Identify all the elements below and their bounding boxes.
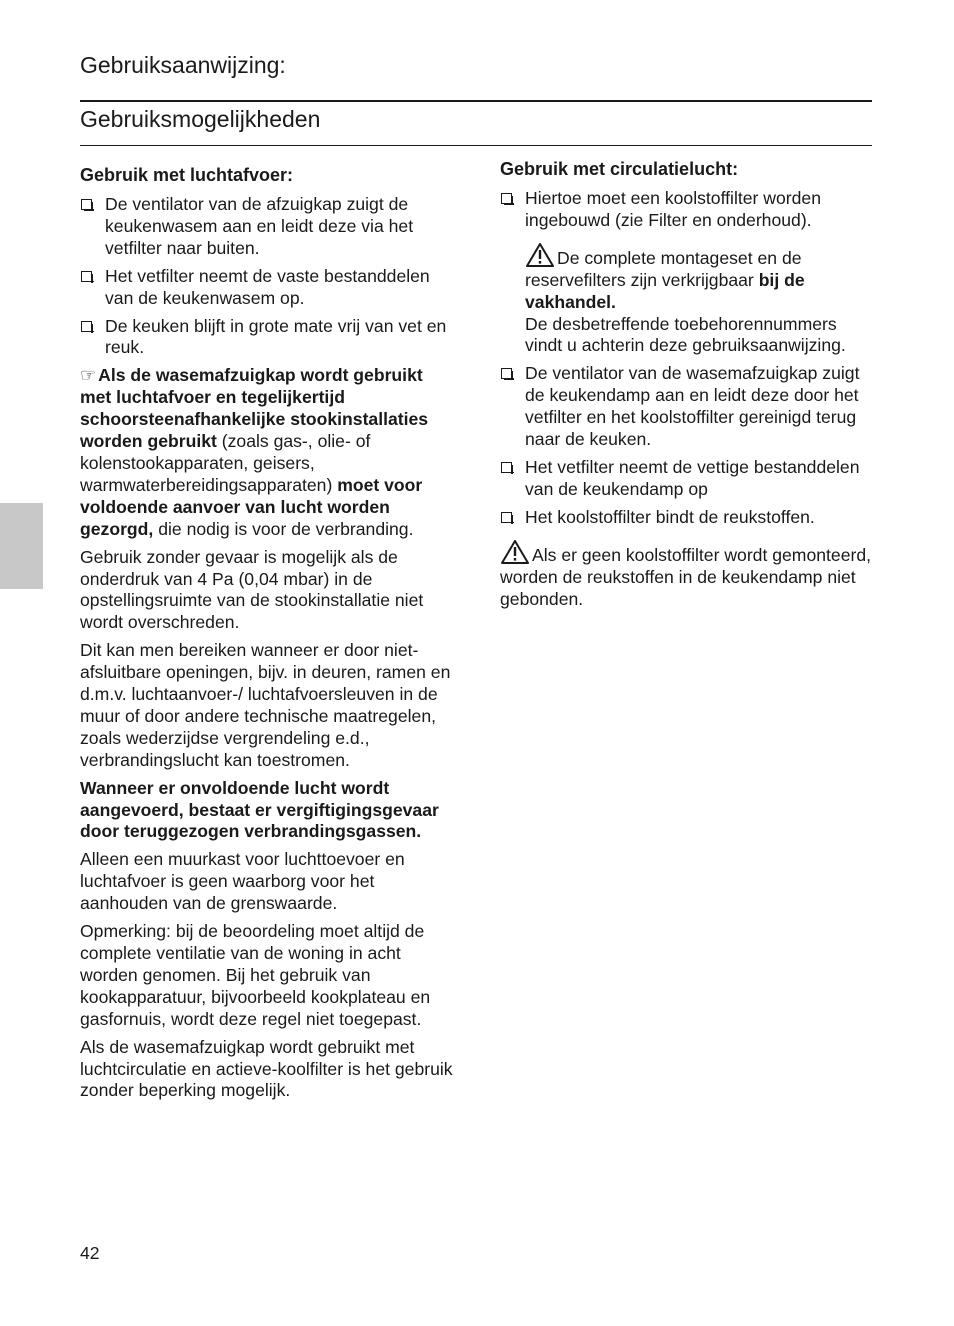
- paragraph: Opmerking: bij de beoordeling moet altijd de complete ventilatie van de woning in acht worden genomen. Bij het gebruik van kookapparatuur, bijvoorbeeld kookplateau en gasfornuis, wordt deze regel niet toegepast.: [80, 921, 431, 1029]
- paragraph: Alleen een muurkast voor luchttoevoer en luchtafvoer is geen waarborg voor het aanhouden van de grenswaarde.: [80, 849, 405, 914]
- poisoning-warning: Wanneer er onvoldoende lucht wordt aangevoerd, bestaat er vergiftigingsgevaar door teruggezogen verbrandingsgassen.: [80, 777, 439, 842]
- list-item: De ventilator van de afzuigkap zuigt de keukenwasem aan en leidt deze via het vetfilter naar buiten.: [80, 194, 455, 260]
- section-title: Gebruiksmogelijkheden: [80, 106, 321, 132]
- checkbox-bullet-icon: [501, 462, 512, 473]
- section-rule: [80, 145, 872, 146]
- recirculation-checklist: [500, 363, 875, 528]
- list-item: Hiertoe moet een koolstoffilter worden ingebouwd (zie Filter en onderhoud).: [500, 188, 875, 232]
- list-item: De ventilator van de wasemafzuigkap zuigt de keukendamp aan en leidt deze door het vetfilter en het koolstoffilter gereinigd terug naar de keuken.: [500, 363, 875, 451]
- checkbox-bullet-icon: [501, 512, 512, 523]
- paragraph: Dit kan men bereiken wanneer er door niet-afsluitbare openingen, bijv. in deuren, ramen en d.m.v. luchtaanvoer-/ luchtafvoersleuven in de muur of door andere technische maatregelen, zoals wederzijdse vergrendeling e.d., verbrandingslucht kan toestromen.: [80, 640, 451, 770]
- side-tab-marker: [0, 503, 43, 589]
- checkbox-bullet-icon: [501, 368, 512, 379]
- list-item: De keuken blijft in grote mate vrij van vet en reuk.: [80, 316, 455, 360]
- safety-note: ☞ Als de wasemafzuigkap wordt gebruikt met luchtafvoer en tegelijkertijd schoorsteenafhankelijke stookinstallaties worden gebruikt (zoals gas-, olie- of kolenstookapparaten, geisers, warmwaterbereidingsapparaten) moet voor voldoende aanvoer van lucht worden gezorgd, die nodig is voor de verbranding.: [80, 365, 429, 539]
- list-item: Het vetfilter neemt de vaste bestanddelen van de keukenwasem op.: [80, 266, 455, 310]
- no-filter-warning: Als er geen koolstoffilter wordt gemonteerd, worden de reukstoffen in de keukendamp niet gebonden.: [500, 539, 875, 611]
- manual-title: Gebruiksaanwijzing:: [80, 52, 286, 78]
- checkbox-bullet-icon: [81, 199, 92, 210]
- left-column: [80, 163, 455, 1108]
- exhaust-checklist: [80, 194, 455, 359]
- checkbox-bullet-icon: [501, 193, 512, 204]
- right-column: [500, 157, 875, 616]
- paragraph: Gebruik zonder gevaar is mogelijk als de onderdruk van 4 Pa (0,04 mbar) in de opstellingsruimte van de stookinstallatie niet wordt overschreden.: [80, 546, 424, 633]
- warning-triangle-icon: [500, 539, 530, 565]
- recirculation-heading: Gebruik met circulatielucht:: [500, 159, 739, 179]
- paragraph: Als de wasemafzuigkap wordt gebruikt met luchtcirculatie en actieve-koolfilter is het gebruik zonder beperking mogelijk.: [80, 1036, 453, 1101]
- page-number: 42: [80, 1243, 100, 1263]
- checkbox-bullet-icon: [81, 321, 92, 332]
- header-rule: [80, 100, 872, 102]
- list-item: Het vetfilter neemt de vettige bestanddelen van de keukendamp op: [500, 457, 875, 501]
- pointing-hand-icon: ☞: [80, 365, 97, 386]
- accessory-info: De complete montageset en de reservefilters zijn verkrijgbaar bij de vakhandel. De desbetreffende toebehorennummers vindt u achterin deze gebruiksaanwijzing.: [500, 242, 875, 358]
- recirculation-checklist-top: [500, 188, 875, 232]
- checkbox-bullet-icon: [81, 271, 92, 282]
- exhaust-heading: Gebruik met luchtafvoer:: [80, 165, 294, 185]
- warning-triangle-icon: [525, 242, 555, 268]
- list-item: Het koolstoffilter bindt de reukstoffen.: [500, 507, 875, 529]
